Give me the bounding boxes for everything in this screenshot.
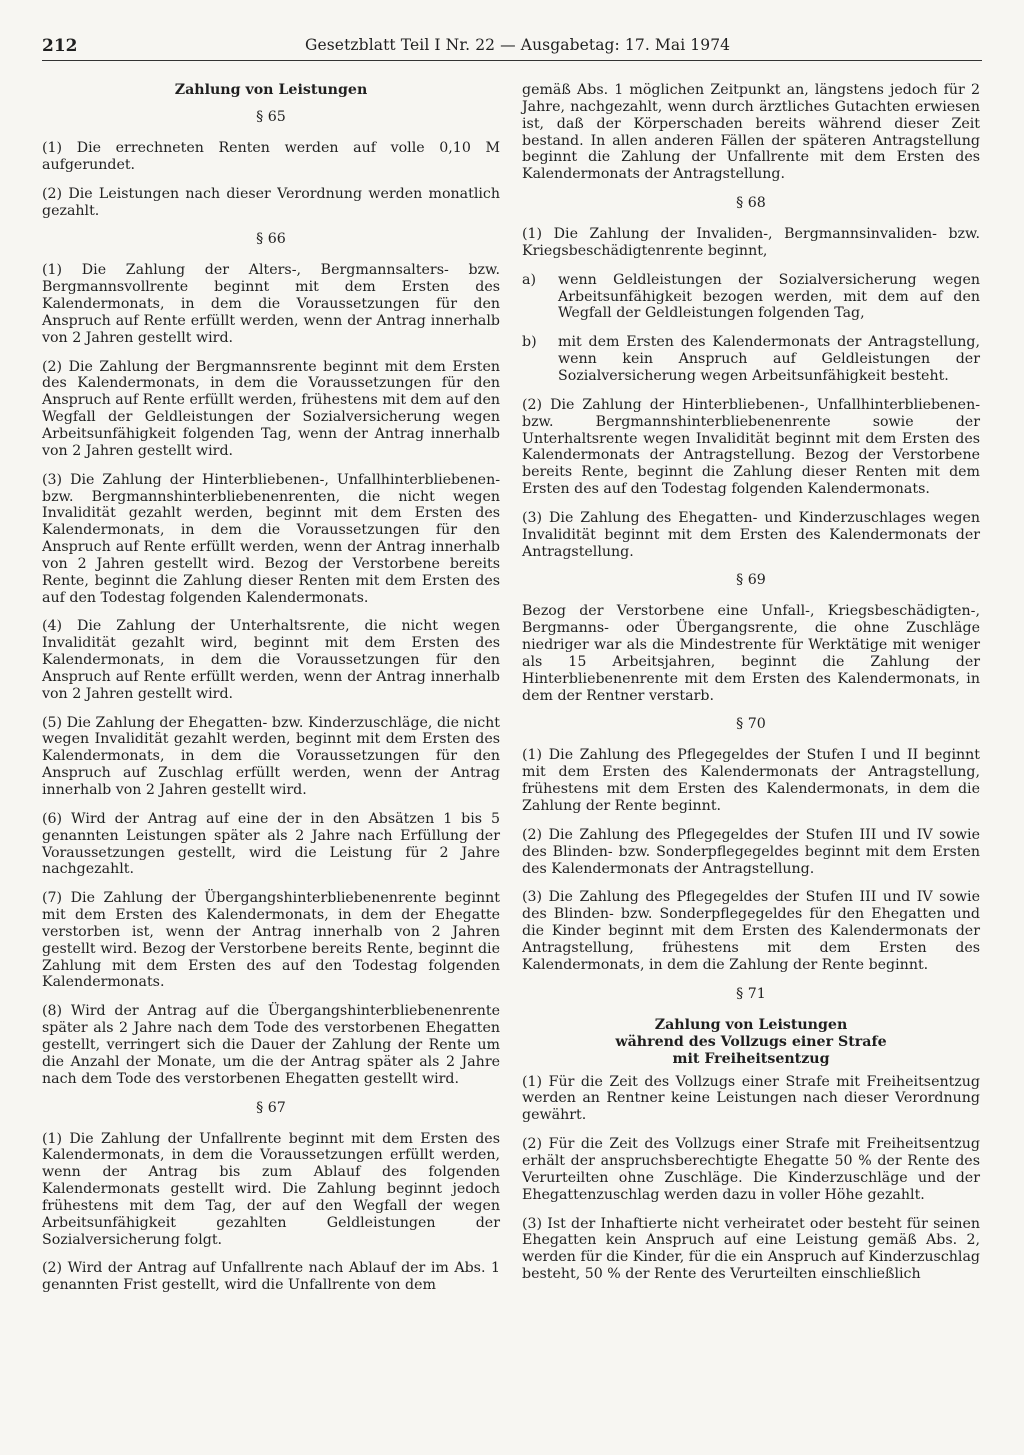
running-title: Gesetzblatt Teil I Nr. 22 — Ausgabetag: 17. Mai 1974 [305, 36, 731, 54]
paragraph: (2) Für die Zeit des Vollzugs einer Strafe mit Freiheitsentzug erhält der anspruchsberechtigte Ehegatte 50 % der Rente des Verurteilten ohne Zuschläge. Die Kinderzuschläge und der Ehegattenzuschlag werden dazu in voller Höhe gezahlt. [522, 1136, 980, 1203]
paragraph: (1) Die Zahlung der Unfallrente beginnt mit dem Ersten des Kalendermonats, in dem die Voraussetzungen erfüllt werden, wenn der Antrag bis zum Ablauf des folgenden Kalendermonats gestellt wird. Die Zahlung beginnt jedoch frühestens mit dem Tag, der auf den Wegfall der wegen Arbeitsunfähigkeit gezahlten Geldleistungen der Sozialversicherung folgt. [42, 1130, 500, 1248]
paragraph-number-67: § 67 [256, 1099, 286, 1116]
paragraph: (1) Für die Zeit des Vollzugs einer Strafe mit Freiheitsentzug werden an Rentner keine Leistungen nach dieser Verordnung gewährt. [522, 1073, 980, 1124]
paragraph: (2) Wird der Antrag auf Unfallrente nach Ablauf der im Abs. 1 genannten Frist gestellt, wird die Unfallrente von dem [42, 1260, 500, 1294]
paragraph: (3) Die Zahlung der Hinterbliebenen-, Unfallhinterbliebenen- bzw. Bergmannshinterbliebenenrenten, die nicht wegen Invalidität gezahlt werden, beginnt mit dem Ersten des Kalendermonats, in dem die Voraussetzungen für den Anspruch auf Rente erfüllt werden, wenn der Antrag innerhalb von 2 Jahren gestellt wird. Bezog der Verstorbene bereits Rente, beginnt die Zahlung dieser Renten mit dem Ersten des auf den Todestag folgenden Kalendermonats. [42, 471, 500, 606]
list-text: mit dem Ersten des Kalendermonats der Antragstellung, wenn kein Anspruch auf Geldleistungen der Sozialversicherung wegen Arbeitsunfähigkeit besteht. [558, 334, 980, 384]
section-heading: Zahlung von Leistungen [654, 1016, 848, 1033]
paragraph-number-68: § 68 [736, 195, 766, 212]
paragraph: (2) Die Zahlung des Pflegegeldes der Stufen III und IV sowie des Blinden- bzw. Sonderpflegegeldes beginnt mit dem Ersten des Kalendermonats der Antragstellung. [522, 826, 980, 877]
right-column [522, 82, 980, 1295]
paragraph: (3) Die Zahlung des Ehegatten- und Kinderzuschlages wegen Invalidität beginnt mit dem Ersten des Kalendermonats der Antragstellung. [522, 509, 980, 560]
section-heading: während des Vollzugs einer Strafe [615, 1033, 887, 1050]
paragraph: (4) Die Zahlung der Unterhaltsrente, die nicht wegen Invalidität gezahlt wird, beginnt mit dem Ersten des Kalendermonats, in dem die Voraussetzungen für den Anspruch auf Rente erfüllt werden, wenn der Antrag innerhalb von 2 Jahren gestellt wird. [42, 618, 500, 702]
paragraph-number-69: § 69 [736, 572, 766, 589]
section-heading: Zahlung von Leistungen [174, 82, 368, 98]
section-heading: mit Freiheitsentzug [672, 1050, 830, 1067]
paragraph: (1) Die errechneten Renten werden auf volle 0,10 M aufgerundet. [42, 140, 500, 173]
list-label: a) [522, 271, 536, 288]
paragraph: gemäß Abs. 1 möglichen Zeitpunkt an, längstens jedoch für 2 Jahre, nachgezahlt, wenn durch ärztliches Gutachten erwiesen ist, daß der Körperschaden bereits während dieser Zeit bestand. In allen anderen Fällen der späteren Antragstellung beginnt die Zahlung der Unfallrente mit dem Ersten des Kalendermonats der Antragstellung. [522, 82, 980, 183]
left-column [42, 82, 500, 1306]
paragraph: (3) Die Zahlung des Pflegegeldes der Stufen III und IV sowie des Blinden- bzw. Sonderpflegegeldes für den Ehegatten und die Kinder beginnt mit dem Ersten des Kalendermonats der Antragstellung, frühestens mit dem Ersten des Kalendermonats, in dem die Zahlung der Rente beginnt. [522, 889, 980, 973]
paragraph: (6) Wird der Antrag auf eine der in den Absätzen 1 bis 5 genannten Leistungen später als 2 Jahre nach Erfüllung der Voraussetzungen gestellt, wird die Leistung für 2 Jahre nachgezahlt. [42, 810, 500, 878]
paragraph: (5) Die Zahlung der Ehegatten- bzw. Kinderzuschläge, die nicht wegen Invalidität gezahlt werden, beginnt mit dem Ersten des Kalendermonats, in dem die Voraussetzungen für den Anspruch auf Zuschlag erfüllt werden, wenn der Antrag innerhalb von 2 Jahren gestellt wird. [42, 714, 500, 798]
page-header [42, 36, 982, 61]
list-item [522, 334, 980, 385]
paragraph: (2) Die Leistungen nach dieser Verordnung werden monatlich gezahlt. [42, 185, 500, 219]
page-number: 212 [42, 36, 78, 56]
paragraph: (8) Wird der Antrag auf die Übergangshinterbliebenenrente später als 2 Jahre nach dem Tode des verstorbenen Ehegatten gestellt, verringert sich die Dauer der Zahlung der Rente um die Anzahl der Monate, um die der Antrag später als 2 Jahre nach dem Tode des verstorbenen Ehegatten gestellt wird. [42, 1003, 500, 1087]
paragraph: (2) Die Zahlung der Hinterbliebenen-, Unfallhinterbliebenen- bzw. Bergmannshinterbliebenenrente sowie der Unterhaltsrente wegen Invalidität beginnt mit dem Ersten des Kalendermonats der Antragstellung. Bezog der Verstorbene bereits Rente, beginnt die Zahlung dieser Renten mit dem Ersten des auf den Todestag folgenden Kalendermonats. [522, 396, 980, 498]
list-text: wenn Geldleistungen der Sozialversicherung wegen Arbeitsunfähigkeit bezogen werden, mit dem auf den Wegfall der Geldleistungen folgenden Tag, [558, 271, 980, 322]
paragraph-number-65: § 65 [256, 109, 286, 125]
paragraph: Bezog der Verstorbene eine Unfall-, Kriegsbeschädigten-, Bergmanns- oder Übergangsrente, die ohne Zuschläge niedriger war als die Mindestrente für Werktätige mit weniger als 15 Arbeitsjahren, beginnt die Zahlung der Hinterbliebenenrente mit dem Ersten des Kalendermonats, in dem der Rentner verstarb. [522, 603, 980, 704]
paragraph: (2) Die Zahlung der Bergmannsrente beginnt mit dem Ersten des Kalendermonats, in dem die Voraussetzungen für den Anspruch auf Rente erfüllt werden, frühestens mit dem auf den Wegfall der Geldleistungen der Sozialversicherung wegen Arbeitsunfähigkeit folgenden Tag, wenn der Antrag innerhalb von 2 Jahren gestellt wird. [42, 358, 500, 459]
paragraph: (1) Die Zahlung des Pflegegeldes der Stufen I und II beginnt mit dem Ersten des Kalendermonats der Antragstellung, frühestens mit dem Ersten des Kalendermonats, in dem die Zahlung der Rente beginnt. [522, 747, 980, 814]
list-label: b) [522, 334, 537, 351]
paragraph-number-66: § 66 [256, 231, 286, 248]
paragraph-number-70: § 70 [736, 716, 766, 733]
paragraph: (1) Die Zahlung der Invaliden-, Bergmannsinvaliden- bzw. Kriegsbeschädigtenrente beginnt, [522, 226, 980, 259]
paragraph: (7) Die Zahlung der Übergangshinterbliebenenrente beginnt mit dem Ersten des Kalendermonats, in dem der Ehegatte verstorben ist, wenn der Antrag innerhalb von 2 Jahren gestellt wird. Bezog der Verstorbene bereits Rente, beginnt die Zahlung mit dem Ersten des auf den Todestag folgenden Kalendermonats. [42, 890, 500, 991]
paragraph-number-71: § 71 [736, 985, 766, 1002]
paragraph: (1) Die Zahlung der Alters-, Bergmannsalters- bzw. Bergmannsvollrente beginnt mit dem Ersten des Kalendermonats, in dem die Voraussetzungen für den Anspruch auf Rente erfüllt werden, wenn der Antrag innerhalb von 2 Jahren gestellt wird. [42, 262, 500, 346]
list-item [522, 272, 980, 323]
paragraph: (3) Ist der Inhaftierte nicht verheiratet oder besteht für seinen Ehegatten kein Anspruch auf eine Leistung gemäß Abs. 2, werden für die Kinder, für die ein Anspruch auf Kinderzuschlag besteht, 50 % der Rente des Verurteilten einschließlich [522, 1215, 980, 1283]
